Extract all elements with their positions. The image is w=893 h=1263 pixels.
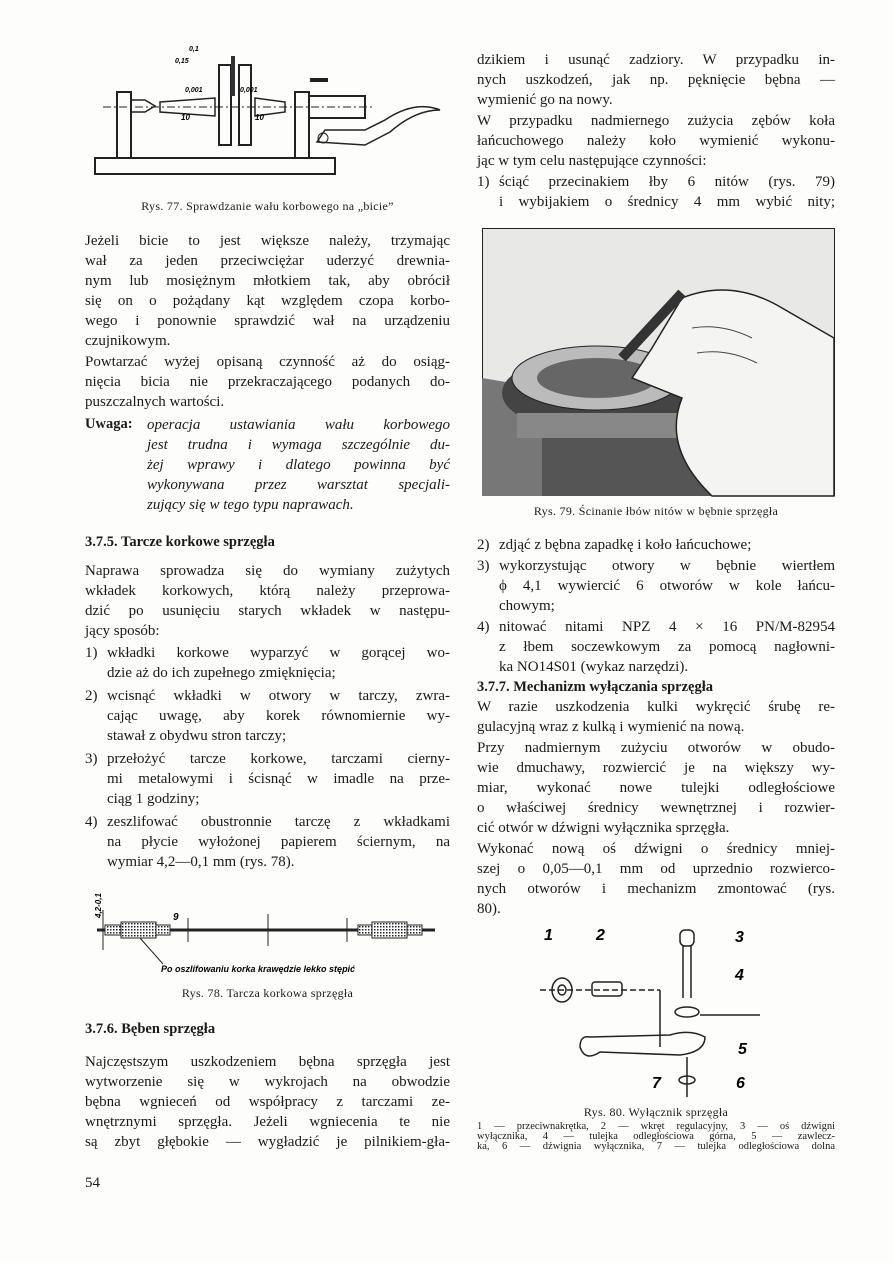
- list-item: [477, 535, 835, 555]
- list-number: 1): [85, 645, 98, 661]
- paragraph: [477, 738, 835, 838]
- text-line: Naprawa sprowadza się do wymiany zużytych: [85, 563, 450, 579]
- section-heading-3-7-7: 3.7.7. Mechanizm wyłączania sprzęgła: [477, 679, 713, 695]
- figure-80-caption: Rys. 80. Wyłącznik sprzęgła: [583, 1105, 729, 1119]
- paragraph: [85, 1052, 450, 1152]
- fig77-label: 0,15: [175, 58, 189, 65]
- fig78-note: Po oszlifowaniu korka krawędzie lekko stępić: [161, 964, 356, 974]
- page-number: 54: [85, 1175, 100, 1191]
- text-line: cając uwagę, aby korek równomiernie wy-: [107, 708, 450, 724]
- text-line: jąc w tym celu następujące czynności:: [477, 153, 707, 169]
- note: [85, 415, 450, 515]
- list-item: [85, 686, 450, 746]
- list-number: 3): [85, 751, 98, 767]
- text-line: dzikiem i usunąć zadziory. W przypadku in-: [477, 52, 835, 68]
- section-heading-3-7-5: 3.7.5. Tarcze korkowe sprzęgła: [85, 534, 275, 550]
- text-line: nięcia bicia nie przekraczającego podanych do-: [85, 374, 450, 390]
- text-line: W razie uszkodzenia kulki wykręcić śrubę re-: [477, 699, 835, 715]
- fig77-label: 0,001: [185, 87, 203, 94]
- text-line: bębna wgnieceń od współpracy z tarczami ze-: [85, 1094, 450, 1110]
- text-line: wkładek korkowych, którą należy przeprowa-: [85, 583, 450, 599]
- figure-79-photo-cutting-rivet-heads: [482, 228, 835, 496]
- text-line: wykorzystując otwory w bębnie wiertłem: [499, 558, 835, 574]
- text-line: wymienić go na nowy.: [477, 92, 613, 108]
- list-item: [85, 643, 450, 683]
- text-line: zdjąć z bębna zapadkę i koło łańcuchowe;: [499, 537, 752, 553]
- list-item: [477, 617, 835, 677]
- paragraph: [85, 561, 450, 641]
- text-line: mi metalowymi i ścisnąć w imadle na prze-: [107, 771, 450, 787]
- text-line: operacja ustawiania wału korbowego: [147, 417, 450, 433]
- text-line: przełożyć tarcze korkowe, tarczami cierny-: [107, 751, 450, 767]
- text-line: czujnikowym.: [85, 333, 171, 349]
- section-heading-3-7-6: 3.7.6. Bęben sprzęgła: [85, 1021, 216, 1037]
- text-line: chowym;: [499, 598, 555, 614]
- legend-line: wyłącznika, 4 — tulejka odległościowa górna, 5 — zawlecz-: [477, 1131, 835, 1142]
- list-item: [85, 749, 450, 809]
- text-line: wcisnąć wkładki w otwory w tarczy, zwra-: [107, 688, 450, 704]
- legend-line: 1 — przeciwnakrętka, 2 — wkręt regulacyjny, 3 — oś dźwigni: [477, 1121, 835, 1132]
- text-line: wie dmuchawy, rozwiercić je na większy wy-: [477, 760, 835, 776]
- list-item: [477, 556, 835, 616]
- text-line: szej o 0,05—0,1 mm od uprzednio rozwierco-: [477, 861, 835, 877]
- text-line: dzić po usunięciu starych wkładek w następu-: [85, 603, 450, 619]
- fig77-label: 10: [255, 113, 264, 122]
- text-line: Wykonać nową oś dźwigni o średnicy mniej-: [477, 841, 835, 857]
- fig80-label: 1: [544, 927, 553, 944]
- list-number: 3): [477, 558, 490, 574]
- paragraph: [477, 697, 835, 737]
- text-line: jest trudna i wymaga szczególnie du-: [147, 437, 450, 453]
- fig80-label: 6: [736, 1075, 745, 1092]
- text-line: W przypadku nadmiernego zużycia zębów koła: [477, 113, 835, 129]
- text-line: cić otwór w dźwigni wyłącznika sprzęgła.: [477, 820, 730, 836]
- text-line: ciąg 1 godziny;: [107, 791, 200, 807]
- fig80-label: 7: [652, 1075, 661, 1092]
- text-line: się on o pożądany kąt względem czopa korbo-: [85, 293, 450, 309]
- fig77-label: 10: [181, 113, 190, 122]
- text-line: wymiar 4,2—0,1 mm (rys. 78).: [107, 854, 295, 870]
- text-line: zujący się w tego typu naprawach.: [147, 497, 354, 513]
- paragraph: [85, 231, 450, 351]
- figure-79-caption: Rys. 79. Ścinanie łbów nitów w bębnie sprzęgła: [533, 504, 779, 518]
- text-line: wytworzenie się w wykrojach na obwodzie: [85, 1074, 450, 1090]
- fig80-label: 3: [735, 929, 744, 946]
- text-line: 80).: [477, 901, 501, 917]
- text-line: gulacyjną wraz z kulką i wymienić na nową.: [477, 719, 745, 735]
- text-line: na płycie wyłożonej papierem ściernym, na: [107, 834, 450, 850]
- list-item: [85, 812, 450, 872]
- text-line: nych uszkodzeń, jak np. pęknięcie bębna —: [477, 72, 835, 88]
- fig77-label: 0,001: [240, 87, 258, 94]
- text-line: puszczalnych wartości.: [85, 394, 225, 410]
- text-line: dzie aż do ich zupełnego zmięknięcia;: [107, 665, 336, 681]
- figure-77-caption: Rys. 77. Sprawdzanie wału korbowego na „bicie”: [141, 199, 394, 213]
- list-number: 2): [85, 688, 98, 704]
- text-line: wkładki korkowe wyparzyć w gorącej wo-: [107, 645, 450, 661]
- fig78-label: 9: [173, 912, 179, 923]
- text-line: miar, wykonać nowe tulejki odległościowe: [477, 780, 835, 796]
- text-line: Najczęstszym uszkodzeniem bębna sprzęgła jest: [85, 1054, 450, 1070]
- fig77-label: 0,1: [189, 46, 199, 53]
- paragraph: [477, 111, 835, 171]
- text-line: ka NO14S01 (wykaz narzędzi).: [499, 659, 689, 675]
- text-line: zeszlifować obustronnie tarczę z wkładkami: [107, 814, 450, 830]
- text-line: Przy nadmiernym zużyciu otworów w obudo-: [477, 740, 835, 756]
- text-line: żej wprawy i dlatego powinna być: [147, 457, 450, 473]
- text-line: o właściwej średnicy wewnętrznej i rozwier-: [477, 800, 835, 816]
- text-line: Powtarzać wyżej opisaną czynność aż do osiąg-: [85, 354, 450, 370]
- list-number: 2): [477, 537, 490, 553]
- text-line: i wybijakiem o średnicy 4 mm wybić nity;: [499, 194, 835, 210]
- text-line: wego i ponownie sprawdzić wał na urządzeniu: [85, 313, 450, 329]
- text-line: nych otworów i mechanizm zmontować (rys.: [477, 881, 835, 897]
- text-line: wykonywana przez warsztat specjali-: [147, 477, 450, 493]
- fig80-label: 2: [596, 927, 605, 944]
- figure-78-caption: Rys. 78. Tarcza korkowa sprzęgła: [181, 986, 354, 1000]
- text-line: Jeżeli bicie to jest większe należy, trzymając: [85, 233, 450, 249]
- text-line: wnętrznymi sprzęgła. Jeżeli wgniecenia te nie: [85, 1114, 450, 1130]
- fig80-label: 5: [738, 1041, 747, 1058]
- text-line: łańcuchowego należy koło wymienić wykonu-: [477, 133, 835, 149]
- text-line: z łbem soczewkowym za pomocą nagłowni-: [499, 639, 835, 655]
- text-line: ϕ 4,1 wywiercić 6 otworów w kole łańcu-: [499, 578, 835, 594]
- text-line: wał za jeden przeciwciężar uderzyć drewnia-: [85, 253, 450, 269]
- legend-line: ka, 6 — dźwignia wyłącznika, 7 — tulejka odległościowa dolna: [477, 1141, 835, 1152]
- figure-78-cork-disc: [95, 890, 440, 975]
- list-number: 4): [477, 619, 490, 635]
- paragraph: [477, 50, 835, 110]
- note-label: Uwaga:: [85, 416, 133, 432]
- list-number: 4): [85, 814, 98, 830]
- list-number: 1): [477, 174, 490, 190]
- text-line: jący sposób:: [85, 623, 160, 639]
- paragraph: [477, 839, 835, 919]
- text-line: nym lub mosiężnym młotkiem tak, aby obrócił: [85, 273, 450, 289]
- text-line: nitować nitami NPZ 4 × 16 PN/M-82954: [499, 619, 835, 635]
- text-line: stawał z obydwu stron tarczy;: [107, 728, 287, 744]
- figure-80-clutch-release-mechanism: [530, 922, 790, 1102]
- paragraph: [85, 352, 450, 412]
- figure-80-legend: [477, 1122, 835, 1152]
- list-item: [477, 172, 835, 212]
- text-line: ściąć przecinakiem łby 6 nitów (rys. 79): [499, 174, 835, 190]
- fig78-dimension: 4,2-0,1: [94, 893, 103, 918]
- fig80-label: 4: [735, 967, 744, 984]
- figure-77-crankshaft-runout-check: [85, 40, 445, 190]
- text-line: są zbyt głębokie — wygładzić je pilnikiem-gła-: [85, 1134, 450, 1150]
